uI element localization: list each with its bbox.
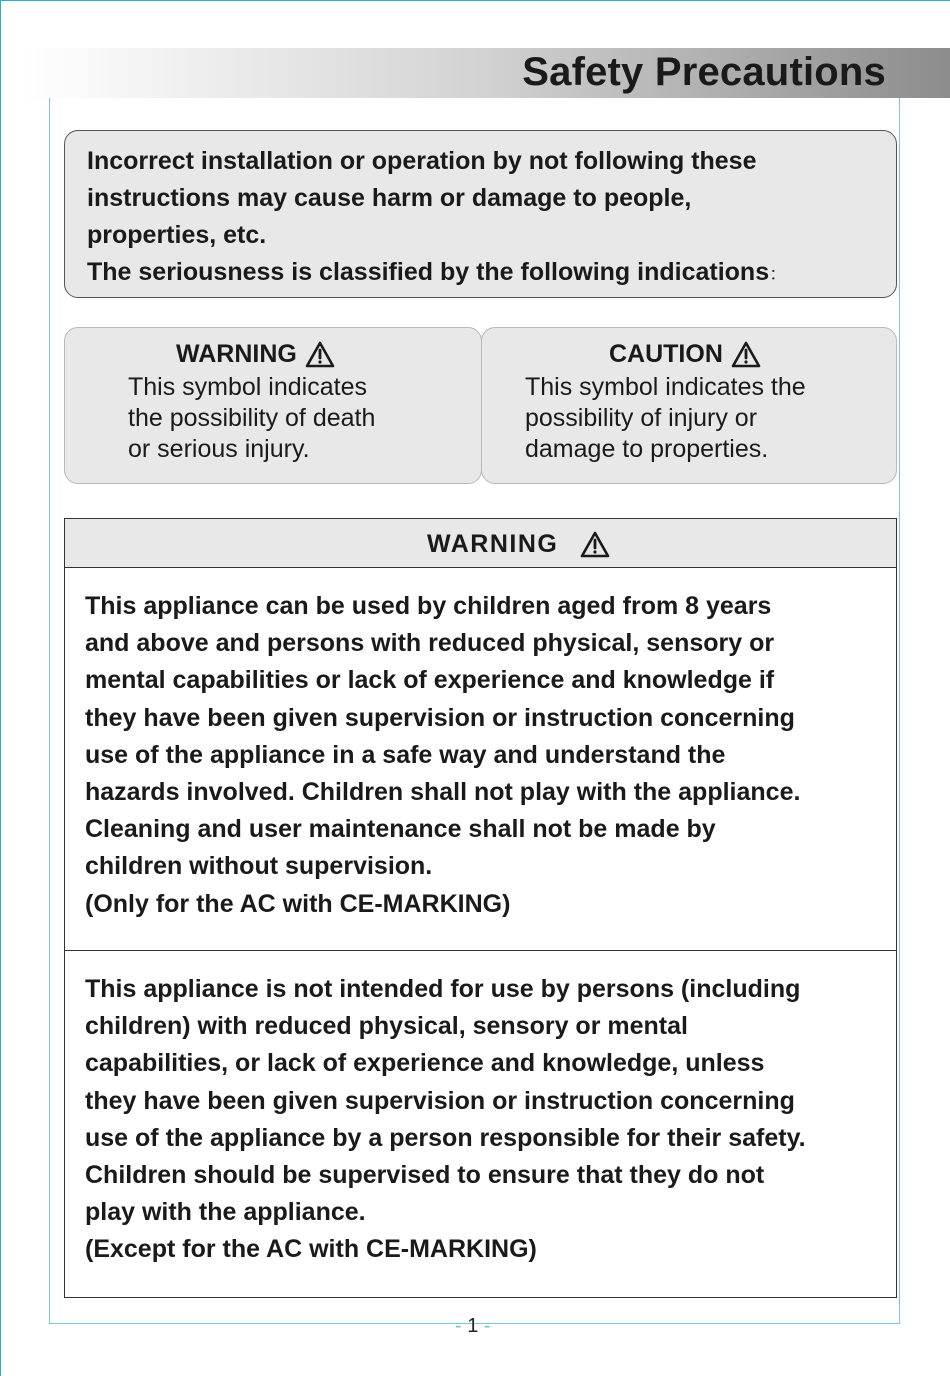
page-number bbox=[455, 1314, 491, 1338]
warning-desc-line: This symbol indicates bbox=[128, 373, 367, 401]
warning-line: This appliance can be used by children aged from 8 years bbox=[85, 592, 772, 620]
warning-line: they have been given supervision or instruction concerning bbox=[85, 703, 795, 732]
warning-line: hazards involved. Children shall not play with the appliance. bbox=[85, 778, 801, 807]
caution-desc-line: damage to properties. bbox=[525, 435, 769, 463]
caution-symbol-label: CAUTION bbox=[609, 340, 723, 368]
page-number-dash: - bbox=[483, 1315, 491, 1337]
caution-symbol-description bbox=[525, 372, 806, 465]
warning-line: This appliance is not intended for use by persons (including bbox=[85, 975, 801, 1003]
warning-table-header-content bbox=[427, 528, 610, 560]
page-number-dash: - bbox=[455, 1315, 462, 1337]
caution-symbol-title bbox=[609, 338, 761, 370]
warning-line: capabilities, or lack of experience and knowledge, unless bbox=[85, 1049, 765, 1078]
warning-line: mental capabilities or lack of experience and knowledge if bbox=[85, 666, 775, 695]
caution-desc-line: possibility of injury or bbox=[525, 404, 758, 432]
warning-line: Cleaning and user maintenance shall not be made by bbox=[85, 815, 716, 844]
intro-notice-box bbox=[64, 130, 897, 298]
warning-triangle-icon bbox=[580, 531, 610, 558]
warning-desc-line: or serious injury. bbox=[128, 435, 310, 463]
crop-line-top bbox=[0, 0, 950, 1]
warning-table bbox=[64, 518, 897, 1298]
warning-table-divider bbox=[65, 950, 896, 951]
warning-line: children without supervision. bbox=[85, 852, 433, 881]
warning-symbol-label: WARNING bbox=[176, 340, 297, 368]
intro-line: Incorrect installation or operation by not following these bbox=[87, 147, 757, 175]
warning-line: children) with reduced physical, sensory or mental bbox=[85, 1012, 688, 1041]
crop-line-left bbox=[0, 0, 1, 1376]
intro-line-last bbox=[87, 254, 876, 293]
intro-line: instructions may cause harm or damage to people, bbox=[87, 184, 692, 212]
warning-table-header bbox=[65, 519, 896, 568]
caution-symbol-box bbox=[481, 327, 897, 484]
warning-line: (Only for the AC with CE-MARKING) bbox=[85, 889, 511, 918]
warning-line: and above and persons with reduced physical, sensory or bbox=[85, 629, 775, 658]
warning-line: they have been given supervision or instruction concerning bbox=[85, 1086, 795, 1115]
warning-paragraph-children-8-years bbox=[85, 588, 800, 923]
warning-desc-line: the possibility of death bbox=[128, 404, 376, 432]
warning-triangle-icon bbox=[731, 341, 761, 368]
intro-line-text: The seriousness is classified by the following indications bbox=[87, 258, 770, 286]
caution-desc-line: This symbol indicates the bbox=[525, 373, 806, 401]
warning-line: use of the appliance in a safe way and understand the bbox=[85, 740, 726, 769]
warning-symbol-description bbox=[128, 372, 375, 465]
warning-line: play with the appliance. bbox=[85, 1198, 366, 1227]
warning-table-title: WARNING bbox=[427, 530, 559, 558]
warning-symbol-box bbox=[64, 327, 482, 484]
page-title: Safety Precautions bbox=[522, 50, 886, 94]
warning-paragraph-not-intended bbox=[85, 971, 806, 1269]
intro-line: properties, etc. bbox=[87, 221, 267, 249]
warning-line: use of the appliance by a person responsible for their safety. bbox=[85, 1123, 806, 1152]
page-number-value: 1 bbox=[467, 1315, 479, 1337]
warning-symbol-title bbox=[176, 338, 335, 370]
warning-line: (Except for the AC with CE-MARKING) bbox=[85, 1235, 537, 1264]
warning-triangle-icon bbox=[305, 341, 335, 368]
intro-colon: ： bbox=[769, 264, 788, 284]
warning-line: Children should be supervised to ensure that they do not bbox=[85, 1161, 765, 1190]
